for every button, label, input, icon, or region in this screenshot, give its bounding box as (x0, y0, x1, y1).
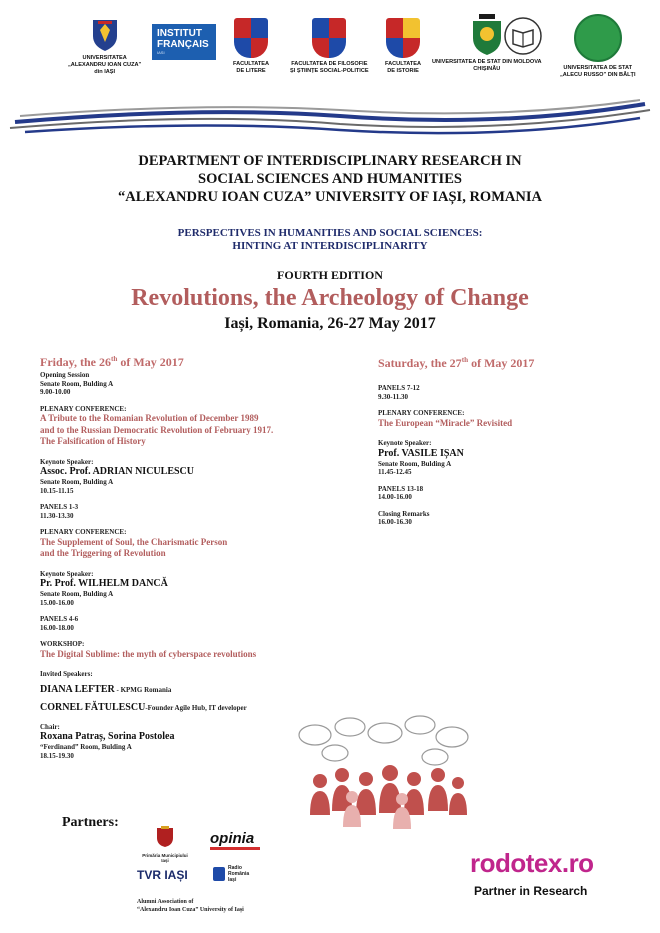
partner-in-research: Partner in Research (474, 884, 588, 898)
friday-column (40, 352, 340, 760)
istorie-crest-icon (386, 18, 420, 58)
speech-bubbles-people-illustration (290, 715, 480, 835)
perspectives-heading: PERSPECTIVES IN HUMANITIES AND SOCIAL SCIENCES: HINTING AT INTERDISCIPLINARITY (177, 227, 483, 252)
logo-usm: UNIVERSITATEA DE STAT DIN MOLDOVA CHIȘINĂU (432, 12, 542, 73)
partner-tvr: TVR IAȘI (137, 868, 188, 882)
usm-crest-icon (467, 12, 507, 56)
partner-rodotex-logo: rodotex.ro (470, 848, 594, 878)
primaria-crest-icon (156, 826, 174, 848)
keynote-2: Keynote Speaker: Pr. Prof. WILHELM DANCĂ Senate Room, Bulding A 15.00-16.00 (40, 569, 168, 607)
partner-alumni: Alumni Association of “Alexandru Ioan Cuza” University of Iași (137, 899, 244, 913)
panels-1-3: PANELS 1-3 11.30-13.30 (40, 503, 79, 520)
partner-primaria: Primăria Municipiului Iași (140, 826, 190, 863)
filosofie-crest-icon (312, 18, 346, 58)
workshop: WORKSHOP: The Digital Sublime: the myth of cyberspace revolutions (40, 640, 257, 659)
keynote-sat: Keynote Speaker: Prof. VASILE IȘAN Senate Room, Bulding A 11.45-12.45 (378, 439, 464, 476)
saturday-heading: Saturday, the 27th of May 2017 (378, 356, 535, 370)
usb-seal-icon (574, 14, 622, 62)
logo-book (503, 16, 543, 61)
place-date: Iași, Romania, 26-27 May 2017 (224, 315, 436, 332)
logo-facultatea-istorie: FACULTATEA DE ISTORIE (385, 18, 421, 75)
partner-opinia: opinia (210, 830, 260, 850)
chair: Chair: Roxana Patraș, Sorina Postolea “Ferdinand” Room, Bulding A 18.15-19.30 (40, 722, 175, 760)
logo-uaic: UNIVERSITATEA „ALEXANDRU IOAN CUZA” din IAȘI (68, 18, 141, 76)
logo-facultatea-litere: FACULTATEA DE LITERE (233, 18, 269, 75)
friday-heading: Friday, the 26th of May 2017 (40, 355, 184, 369)
radio-logo-icon (213, 867, 225, 881)
panels-13-18: PANELS 13-18 14.00-16.00 (378, 484, 424, 501)
logo-usb: UNIVERSITATEA DE STAT „ALECU RUSSO” DIN BĂLȚI (560, 14, 636, 79)
department-heading: DEPARTMENT OF INTERDISCIPLINARY RESEARCH IN SOCIAL SCIENCES AND HUMANITIES “ALEXANDRU IOAN CUZA” UNIVERSITY OF IAȘI, ROMANIA (118, 153, 542, 205)
edition-label: FOURTH EDITION (277, 268, 383, 282)
logo-facultatea-filosofie: FACULTATEA DE FILOSOFIE ȘI ȘTIINȚE SOCIAL-POLITICE (290, 18, 369, 75)
saturday-column (378, 353, 628, 527)
partners-label: Partners: (62, 815, 119, 830)
invited-speakers: Invited Speakers: DIANA LEFTER - KPMG Romania CORNEL FĂTULESCU-Founder Agile Hub, IT developer (40, 670, 247, 713)
closing-remarks: Closing Remarks 16.00-16.30 (378, 509, 430, 526)
plenary-conference-1: PLENARY CONFERENCE: A Tribute to the Romanian Revolution of December 1989 and to the Russian Democratic Revolution of February 1917. The Falsification of History (40, 404, 274, 446)
panels-7-12: PANELS 7-12 9.30-11.30 (378, 384, 420, 401)
opening-session: Opening Session Senate Room, Bulding A 9.00-10.00 (40, 371, 114, 396)
litere-crest-icon (234, 18, 268, 58)
uaic-crest-icon (90, 18, 120, 52)
keynote-1: Keynote Speaker: Assoc. Prof. ADRIAN NICULESCU Senate Room, Bulding A 10.15-11.15 (40, 457, 194, 495)
decorative-waves (0, 94, 660, 144)
plenary-conference-2: PLENARY CONFERENCE: The Supplement of Soul, the Charismatic Person and the Triggering of Revolution (40, 528, 228, 558)
plenary-conference-sat: PLENARY CONFERENCE: The European “Miracle” Revisited (378, 409, 513, 428)
book-emblem-icon (503, 16, 543, 56)
logo-institut-francais: INSTITUT FRANÇAIS IASI (152, 24, 216, 60)
conference-title: Revolutions, the Archeology of Change (131, 285, 529, 311)
panels-4-6: PANELS 4-6 16.00-18.00 (40, 615, 79, 632)
partner-radio: Radio România Iași (213, 865, 249, 883)
